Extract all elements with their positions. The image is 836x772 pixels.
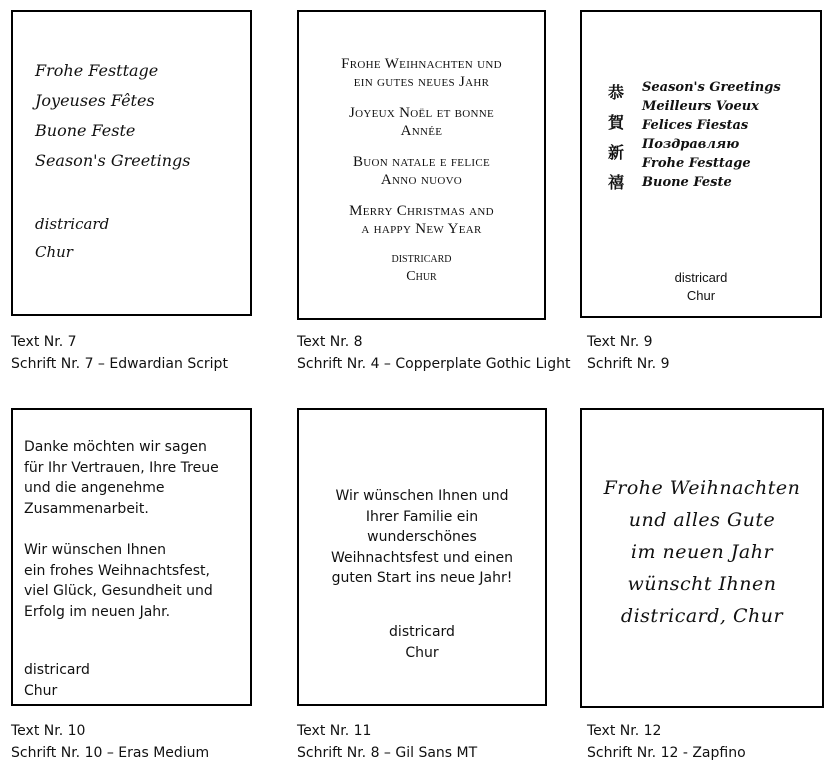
message-line: und alles Gute <box>628 509 776 531</box>
card-text-12[interactable] <box>580 408 824 708</box>
card-text-7[interactable] <box>11 10 252 316</box>
card-11-signature <box>299 622 545 663</box>
card-text-8[interactable] <box>297 10 546 320</box>
caption-font-name: Schrift Nr. 9 <box>587 356 670 372</box>
greeting-line: Frohe Festtage <box>35 61 159 80</box>
card-10-paragraph-1 <box>24 437 219 519</box>
card-10-signature <box>24 660 90 701</box>
block-line: ein gutes neues Jahr <box>353 74 490 90</box>
paragraph-line: und die angenehme <box>24 480 165 497</box>
greeting-line: Meilleurs Voeux <box>642 99 759 114</box>
block-line: Joyeux Noël et bonne <box>348 105 495 121</box>
caption-font-name: Schrift Nr. 8 – Gil Sans MT <box>297 745 478 761</box>
card-9-kanji <box>608 78 624 198</box>
caption-font-name: Schrift Nr. 7 – Edwardian Script <box>11 356 228 372</box>
caption-font-name: Schrift Nr. 10 – Eras Medium <box>11 745 210 761</box>
message-line: guten Start ins neue Jahr! <box>331 570 513 586</box>
card-text-11[interactable] <box>297 408 547 706</box>
caption-9 <box>587 331 669 375</box>
block-line: Frohe Weihnachten und <box>341 56 502 72</box>
kanji-char: 禧 <box>608 173 625 192</box>
greeting-line: Frohe Festtage <box>642 156 751 171</box>
message-line: Weihnachtsfest und einen <box>331 549 513 566</box>
signature-line: Chur <box>405 644 439 661</box>
card-7-signature <box>35 210 109 266</box>
paragraph-line: Danke möchten wir sagen <box>24 439 207 455</box>
caption-10 <box>11 720 209 764</box>
greeting-line: Felices Fiestas <box>642 118 749 133</box>
signature-line: Chur <box>686 288 716 303</box>
signature-line: districard <box>389 624 455 640</box>
message-line: Wir wünschen Ihnen und <box>335 488 509 504</box>
card-10-paragraph-2 <box>24 540 213 622</box>
card-9-signature <box>582 269 820 305</box>
message-line: im neuen Jahr <box>630 541 774 563</box>
block-line: Anno nuovo <box>380 172 463 188</box>
card-text-10[interactable] <box>11 408 252 706</box>
greeting-line: Joyeuses Fêtes <box>35 91 155 110</box>
paragraph-line: ein frohes Weihnachtsfest, <box>24 562 210 579</box>
caption-11 <box>297 720 477 764</box>
signature-line: Chur <box>406 269 437 284</box>
card-9-greeting <box>642 78 781 192</box>
caption-text-number: Text Nr. 10 <box>11 723 86 739</box>
signature-line: districard <box>674 270 728 285</box>
caption-font-name: Schrift Nr. 12 - Zapfino <box>587 745 746 761</box>
card-8-signature <box>299 250 544 286</box>
card-8-block-de <box>299 55 544 91</box>
message-line: districard, Chur <box>620 605 784 627</box>
kanji-char: 新 <box>608 143 625 162</box>
greeting-line: Buone Feste <box>642 175 732 190</box>
card-text-9[interactable] <box>580 10 822 318</box>
card-11-message <box>299 486 545 589</box>
greeting-line: Поздравляю <box>642 137 740 152</box>
greeting-line: Season's Greetings <box>642 80 781 95</box>
caption-font-name: Schrift Nr. 4 – Copperplate Gothic Light <box>297 356 571 372</box>
card-8-block-en <box>299 202 544 238</box>
caption-text-number: Text Nr. 9 <box>587 334 653 350</box>
kanji-char: 恭 <box>608 83 625 102</box>
card-12-message <box>582 472 822 632</box>
caption-text-number: Text Nr. 7 <box>11 334 77 350</box>
signature-line: districard <box>24 662 90 678</box>
kanji-char: 賀 <box>608 113 625 132</box>
signature-line: Chur <box>35 243 73 261</box>
paragraph-line: viel Glück, Gesundheit und <box>24 583 213 600</box>
caption-text-number: Text Nr. 12 <box>587 723 662 739</box>
card-7-greeting <box>35 56 190 176</box>
message-line: Ihrer Familie ein <box>365 508 479 525</box>
message-line: Frohe Weihnachten <box>603 477 801 499</box>
signature-line: districard <box>391 251 452 266</box>
card-8-block-fr <box>299 104 544 140</box>
paragraph-line: Zusammenarbeit. <box>24 500 149 517</box>
caption-12 <box>587 720 746 764</box>
block-line: Buon natale e felice <box>353 154 490 170</box>
greeting-line: Season's Greetings <box>35 151 191 170</box>
message-line: wünscht Ihnen <box>627 573 777 595</box>
caption-text-number: Text Nr. 11 <box>297 723 372 739</box>
card-8-block-it <box>299 153 544 189</box>
caption-7 <box>11 331 228 375</box>
signature-line: Chur <box>24 682 58 699</box>
paragraph-line: für Ihr Vertrauen, Ihre Treue <box>24 459 219 476</box>
caption-8 <box>297 331 571 375</box>
paragraph-line: Wir wünschen Ihnen <box>24 542 166 558</box>
signature-line: districard <box>35 215 110 233</box>
greeting-line: Buone Feste <box>35 121 136 140</box>
message-line: wunderschönes <box>367 529 477 545</box>
block-line: Merry Christmas and <box>349 203 494 219</box>
block-line: Année <box>400 123 443 139</box>
paragraph-line: Erfolg im neuen Jahr. <box>24 603 171 620</box>
block-line: a happy New Year <box>361 221 482 237</box>
caption-text-number: Text Nr. 8 <box>297 334 363 350</box>
